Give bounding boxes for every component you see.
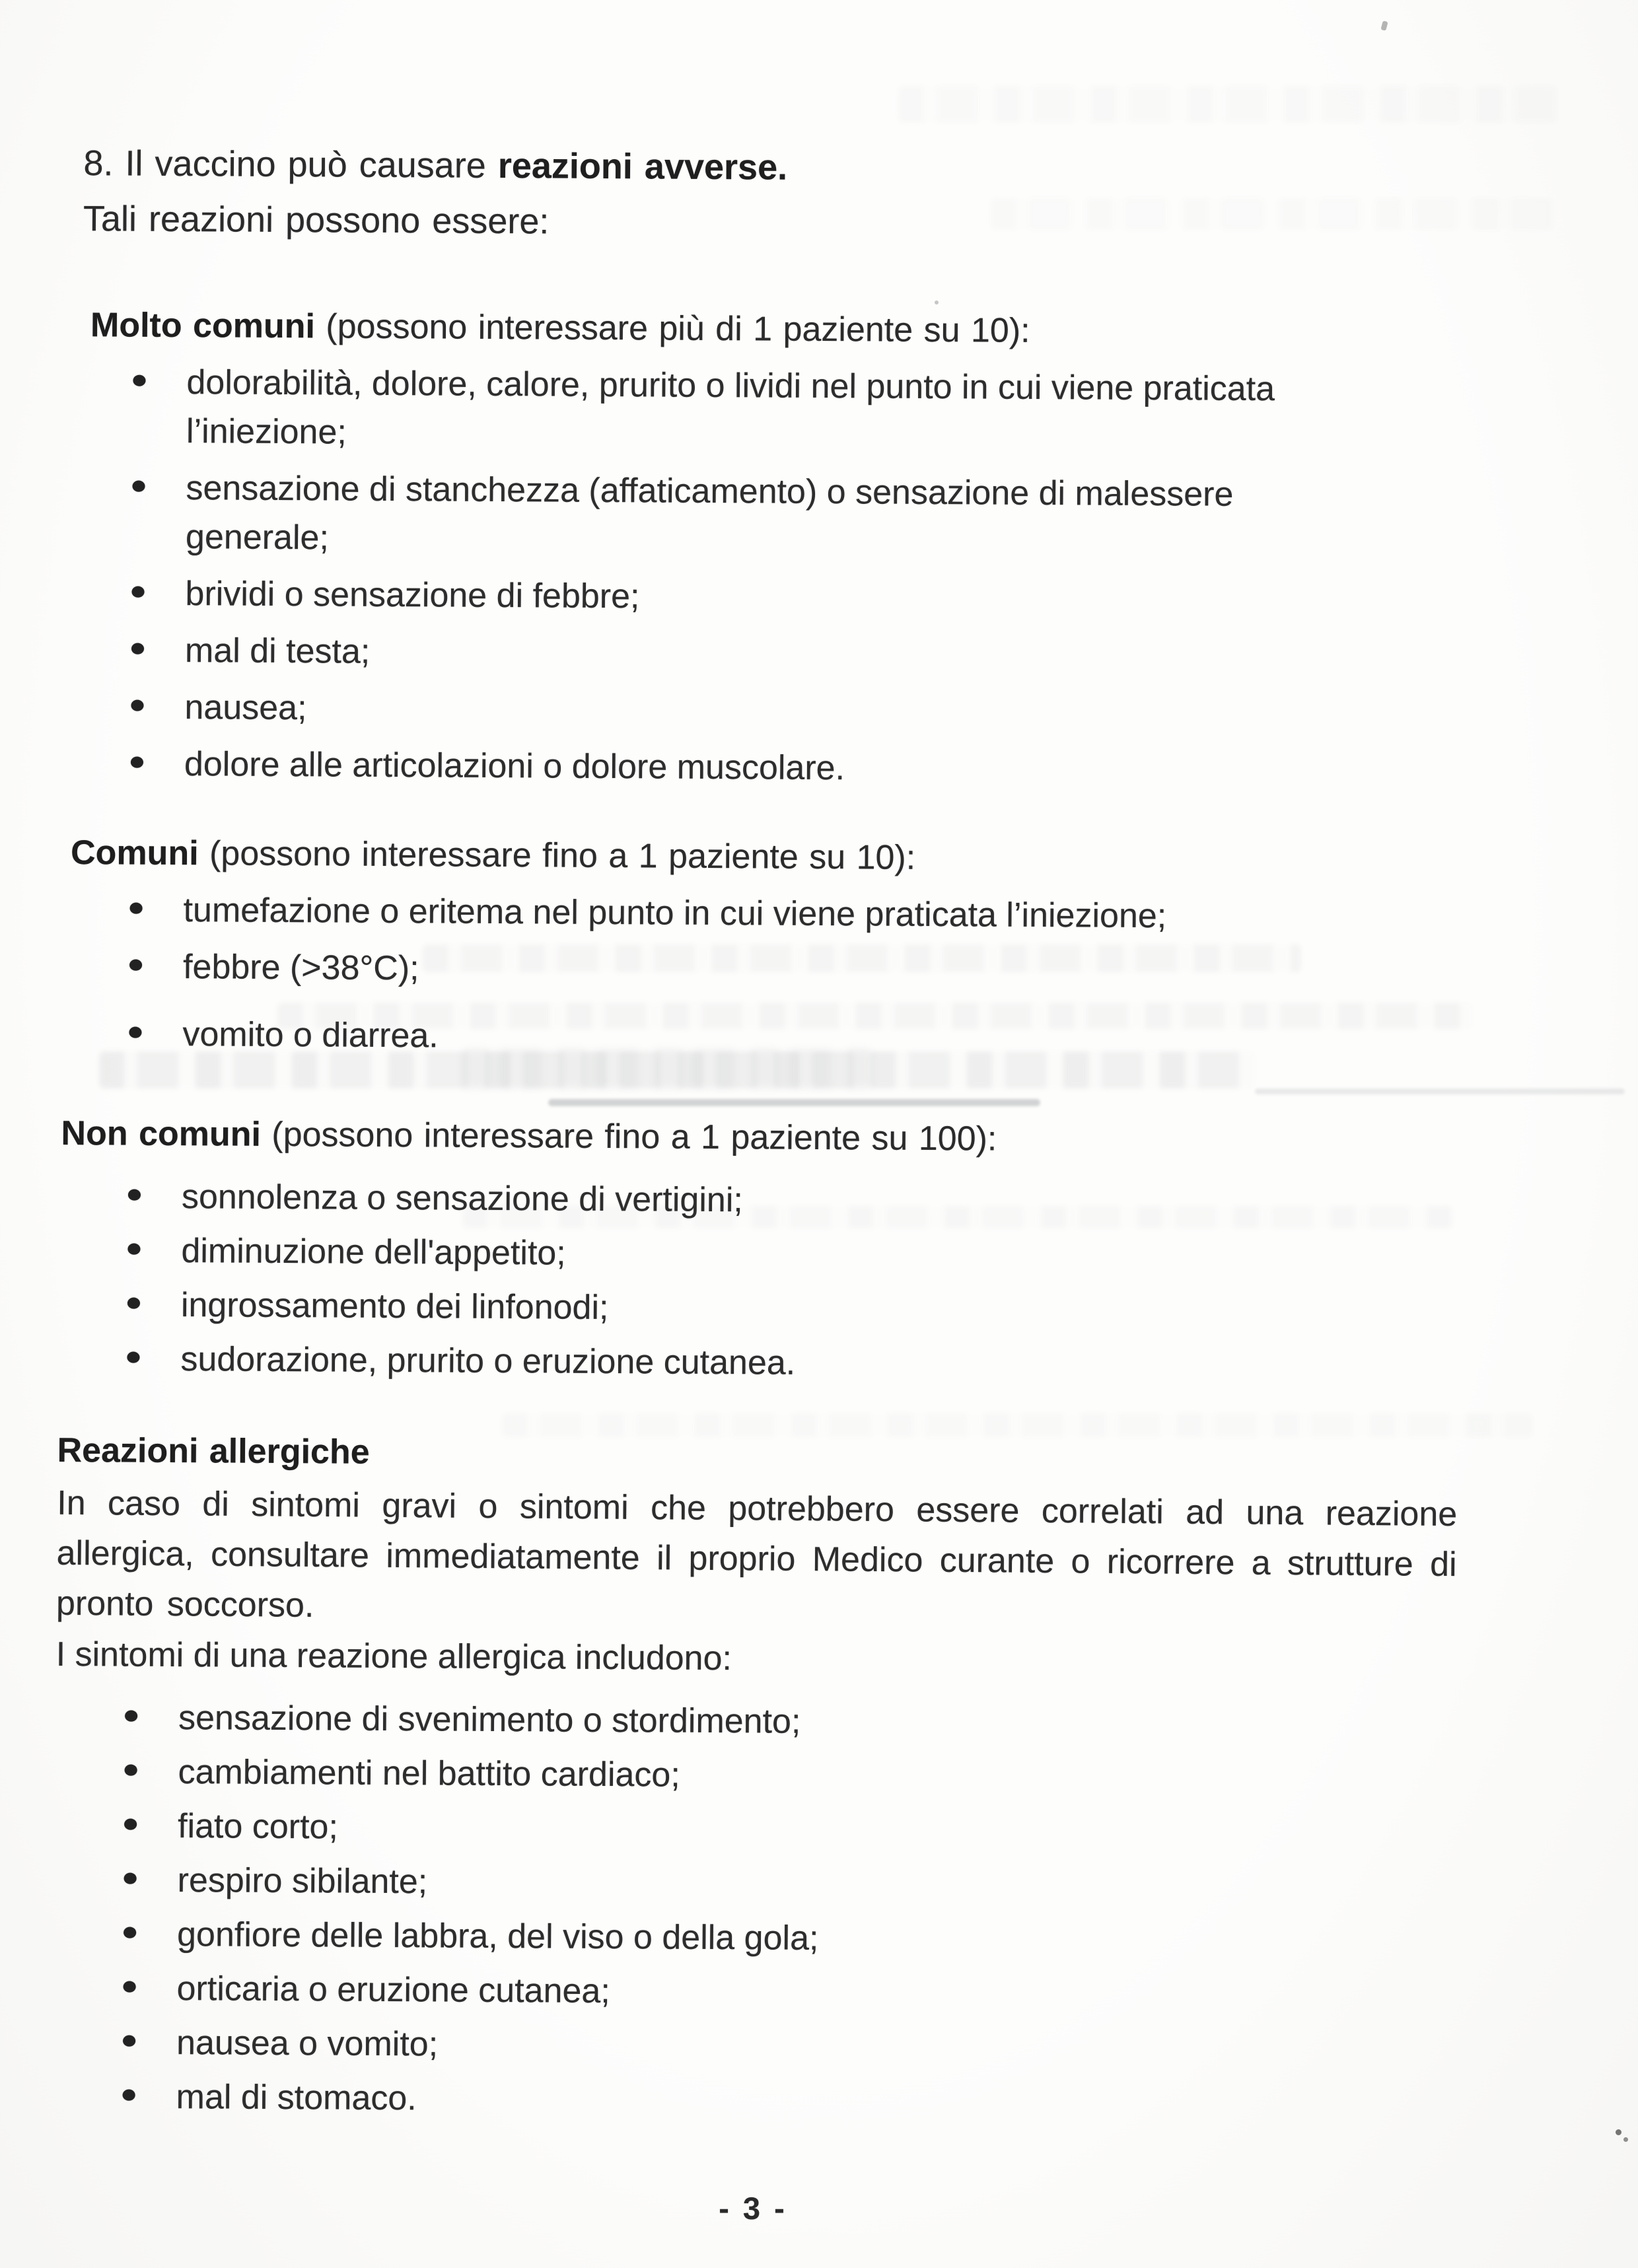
list-item-text: dolore alle articolazioni o dolore muscolare. (184, 745, 845, 788)
list-item (55, 1801, 1340, 1858)
non-comuni-list (57, 1172, 1472, 1392)
list-item-text: cambiamenti nel battito cardiaco; (178, 1753, 680, 1794)
heading-rest: (possono interessare fino a 1 paziente su 10): (198, 834, 916, 877)
list-item (57, 1334, 1343, 1391)
section-heading-molto-comuni (90, 301, 1478, 358)
list-item-text: nausea o vomito; (176, 2024, 439, 2064)
list-item-text: diminuzione dell'appetito; (181, 1232, 566, 1273)
list-item (53, 2018, 1339, 2074)
title-text: 8. Il vaccino può causare (83, 143, 499, 186)
list-item (58, 1226, 1343, 1283)
list-item-text: sudorazione, prurito o eruzione cutanea. (180, 1340, 796, 1382)
list-item (59, 1172, 1344, 1228)
list-item-text: brividi o sensazione di febbre; (185, 575, 640, 616)
allergy-symptoms-list (53, 1693, 1469, 2129)
section-heading-non-comuni (61, 1109, 1472, 1166)
list-item-text: febbre (>38°C); (182, 948, 419, 988)
list-item (53, 1964, 1339, 2020)
list-item-text: vomito o diarrea. (182, 1015, 439, 1055)
list-item-text: sensazione di svenimento o stordimento; (178, 1699, 801, 1741)
heading-bold: Molto comuni (90, 306, 316, 346)
scan-speck (1616, 2129, 1621, 2135)
document-subtitle: Tali reazioni possono essere: (83, 199, 550, 242)
list-item (54, 1909, 1339, 1966)
list-item (62, 569, 1347, 625)
document-content (53, 0, 1479, 2129)
list-item-text: dolorabilità, dolore, calore, prurito o lividi nel punto in cui viene praticata l’iniezione; (186, 363, 1275, 452)
list-item (60, 942, 1345, 999)
document-title (83, 135, 1479, 255)
list-item (59, 1009, 1345, 1066)
list-item (62, 625, 1347, 682)
list-item-text: sonnolenza o sensazione di vertigini; (181, 1178, 743, 1220)
comuni-list (59, 885, 1474, 1067)
allergy-list-intro: I sintomi di una reazione allergica includono: (55, 1635, 732, 1678)
list-item-text: respiro sibilante; (177, 1861, 428, 1901)
list-item-text: orticaria o eruzione cutanea; (176, 1969, 610, 2011)
list-item (53, 2072, 1338, 2129)
list-item (55, 1747, 1340, 1804)
list-item-text: fiato corto; (177, 1807, 339, 1847)
list-item (63, 357, 1349, 463)
list-item (54, 1855, 1339, 1912)
list-item-text: mal di testa; (184, 631, 371, 671)
list-item-text: tumefazione o eritema nel punto in cui viene praticata l’iniezione; (183, 891, 1167, 936)
heading-bold: Reazioni allergiche (57, 1431, 370, 1471)
section-heading-comuni (71, 828, 1474, 886)
heading-bold: Non comuni (61, 1114, 262, 1154)
list-item (61, 682, 1347, 739)
list-item (60, 885, 1345, 942)
heading-rest: (possono interessare più di 1 paziente su 10): (314, 307, 1030, 350)
list-item (58, 1280, 1343, 1337)
title-bold-text: reazioni avverse. (497, 145, 788, 188)
heading-rest: (possono interessare fino a 1 paziente su 100): (260, 1115, 997, 1158)
list-item-text: sensazione di stanchezza (affaticamento) o sensazione di malessere generale; (185, 469, 1234, 557)
page-number: - 3 - (719, 2191, 787, 2226)
list-item-text: gonfiore delle labbra, del viso o della gola; (176, 1915, 819, 1958)
heading-bold: Comuni (70, 833, 199, 873)
scan-speck (1623, 2137, 1628, 2142)
allergy-paragraph: In caso di sintomi gravi o sintomi che potrebbero essere correlati ad una reazione allergica, consultare immediatamente il proprio Medico curante o ricorrere a strutture di pronto soccorso. (55, 1483, 1458, 1625)
list-item (55, 1693, 1341, 1750)
list-item-text: nausea; (184, 688, 307, 728)
list-item (63, 463, 1349, 569)
list-item-text: ingrossamento dei linfonodi; (180, 1286, 609, 1328)
list-item-text: mal di stomaco. (176, 2078, 417, 2118)
section-heading-reazioni-allergiche (57, 1426, 1470, 1483)
list-item (61, 739, 1347, 796)
molto-comuni-list (61, 357, 1478, 797)
